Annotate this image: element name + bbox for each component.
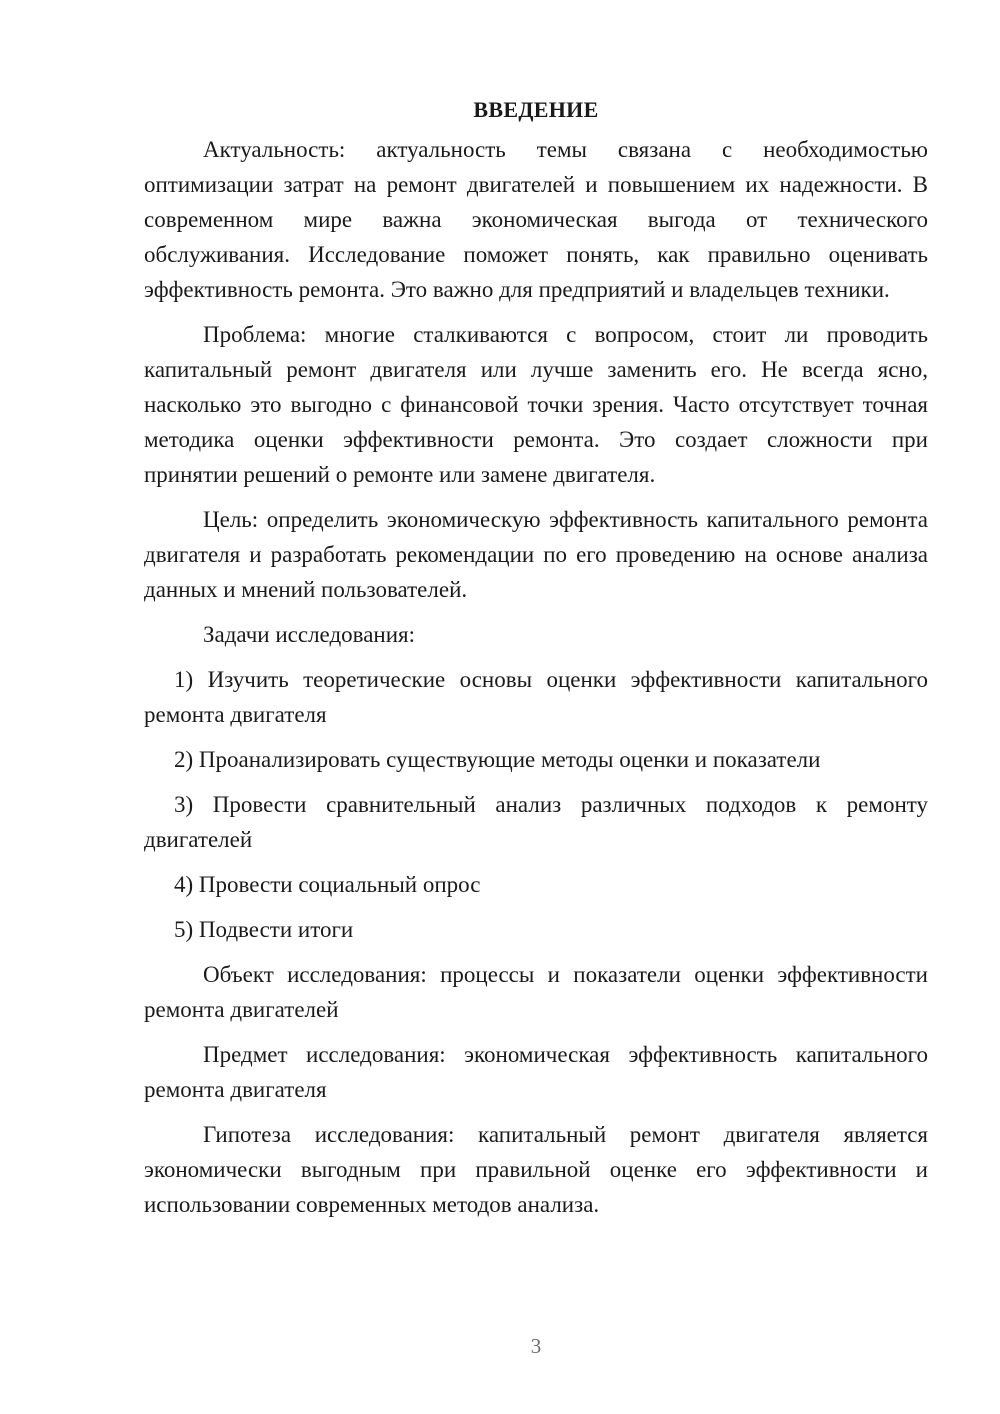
document-body xyxy=(144,92,928,1232)
page-number: 3 xyxy=(530,1334,542,1358)
problem-paragraph: Проблема: многие сталкиваются с вопросом, стоит ли проводить капитальный ремонт двигателя или лучше заменить его. Не всегда ясно, насколько это выгодно с финансовой точки зрения. Часто отсутствует точная методика оценки эффективности ремонта. Это создает сложности при принятии решений о ремонте или замене двигателя. xyxy=(144,322,928,487)
task-item-1: 1) Изучить теоретические основы оценки эффективности капитального ремонта двигателя xyxy=(144,667,928,727)
subject-paragraph: Предмет исследования: экономическая эффективность капитального ремонта двигателя xyxy=(144,1042,928,1102)
object-paragraph: Объект исследования: процессы и показатели оценки эффективности ремонта двигателей xyxy=(144,962,928,1022)
hypothesis-paragraph: Гипотеза исследования: капитальный ремонт двигателя является экономически выгодным при правильной оценке его эффективности и использовании современных методов анализа. xyxy=(144,1122,928,1217)
task-item-3: 3) Провести сравнительный анализ различных подходов к ремонту двигателей xyxy=(144,792,928,852)
relevance-paragraph: Актуальность: актуальность темы связана с необходимостью оптимизации затрат на ремонт двигателей и повышением их надежности. В современном мире важна экономическая выгода от технического обслуживания. Исследование поможет понять, как правильно оценивать эффективность ремонта. Это важно для предприятий и владельцев техники. xyxy=(144,137,928,302)
goal-paragraph: Цель: определить экономическую эффективность капитального ремонта двигателя и разработать рекомендации по его проведению на основе анализа данных и мнений пользователей. xyxy=(144,507,928,602)
task-item-4: 4) Провести социальный опрос xyxy=(174,872,481,897)
section-heading: ВВЕДЕНИЕ xyxy=(473,97,599,122)
task-item-2: 2) Проанализировать существующие методы оценки и показатели xyxy=(174,747,821,772)
tasks-heading: Задачи исследования: xyxy=(203,622,416,647)
task-item-5: 5) Подвести итоги xyxy=(174,917,354,942)
